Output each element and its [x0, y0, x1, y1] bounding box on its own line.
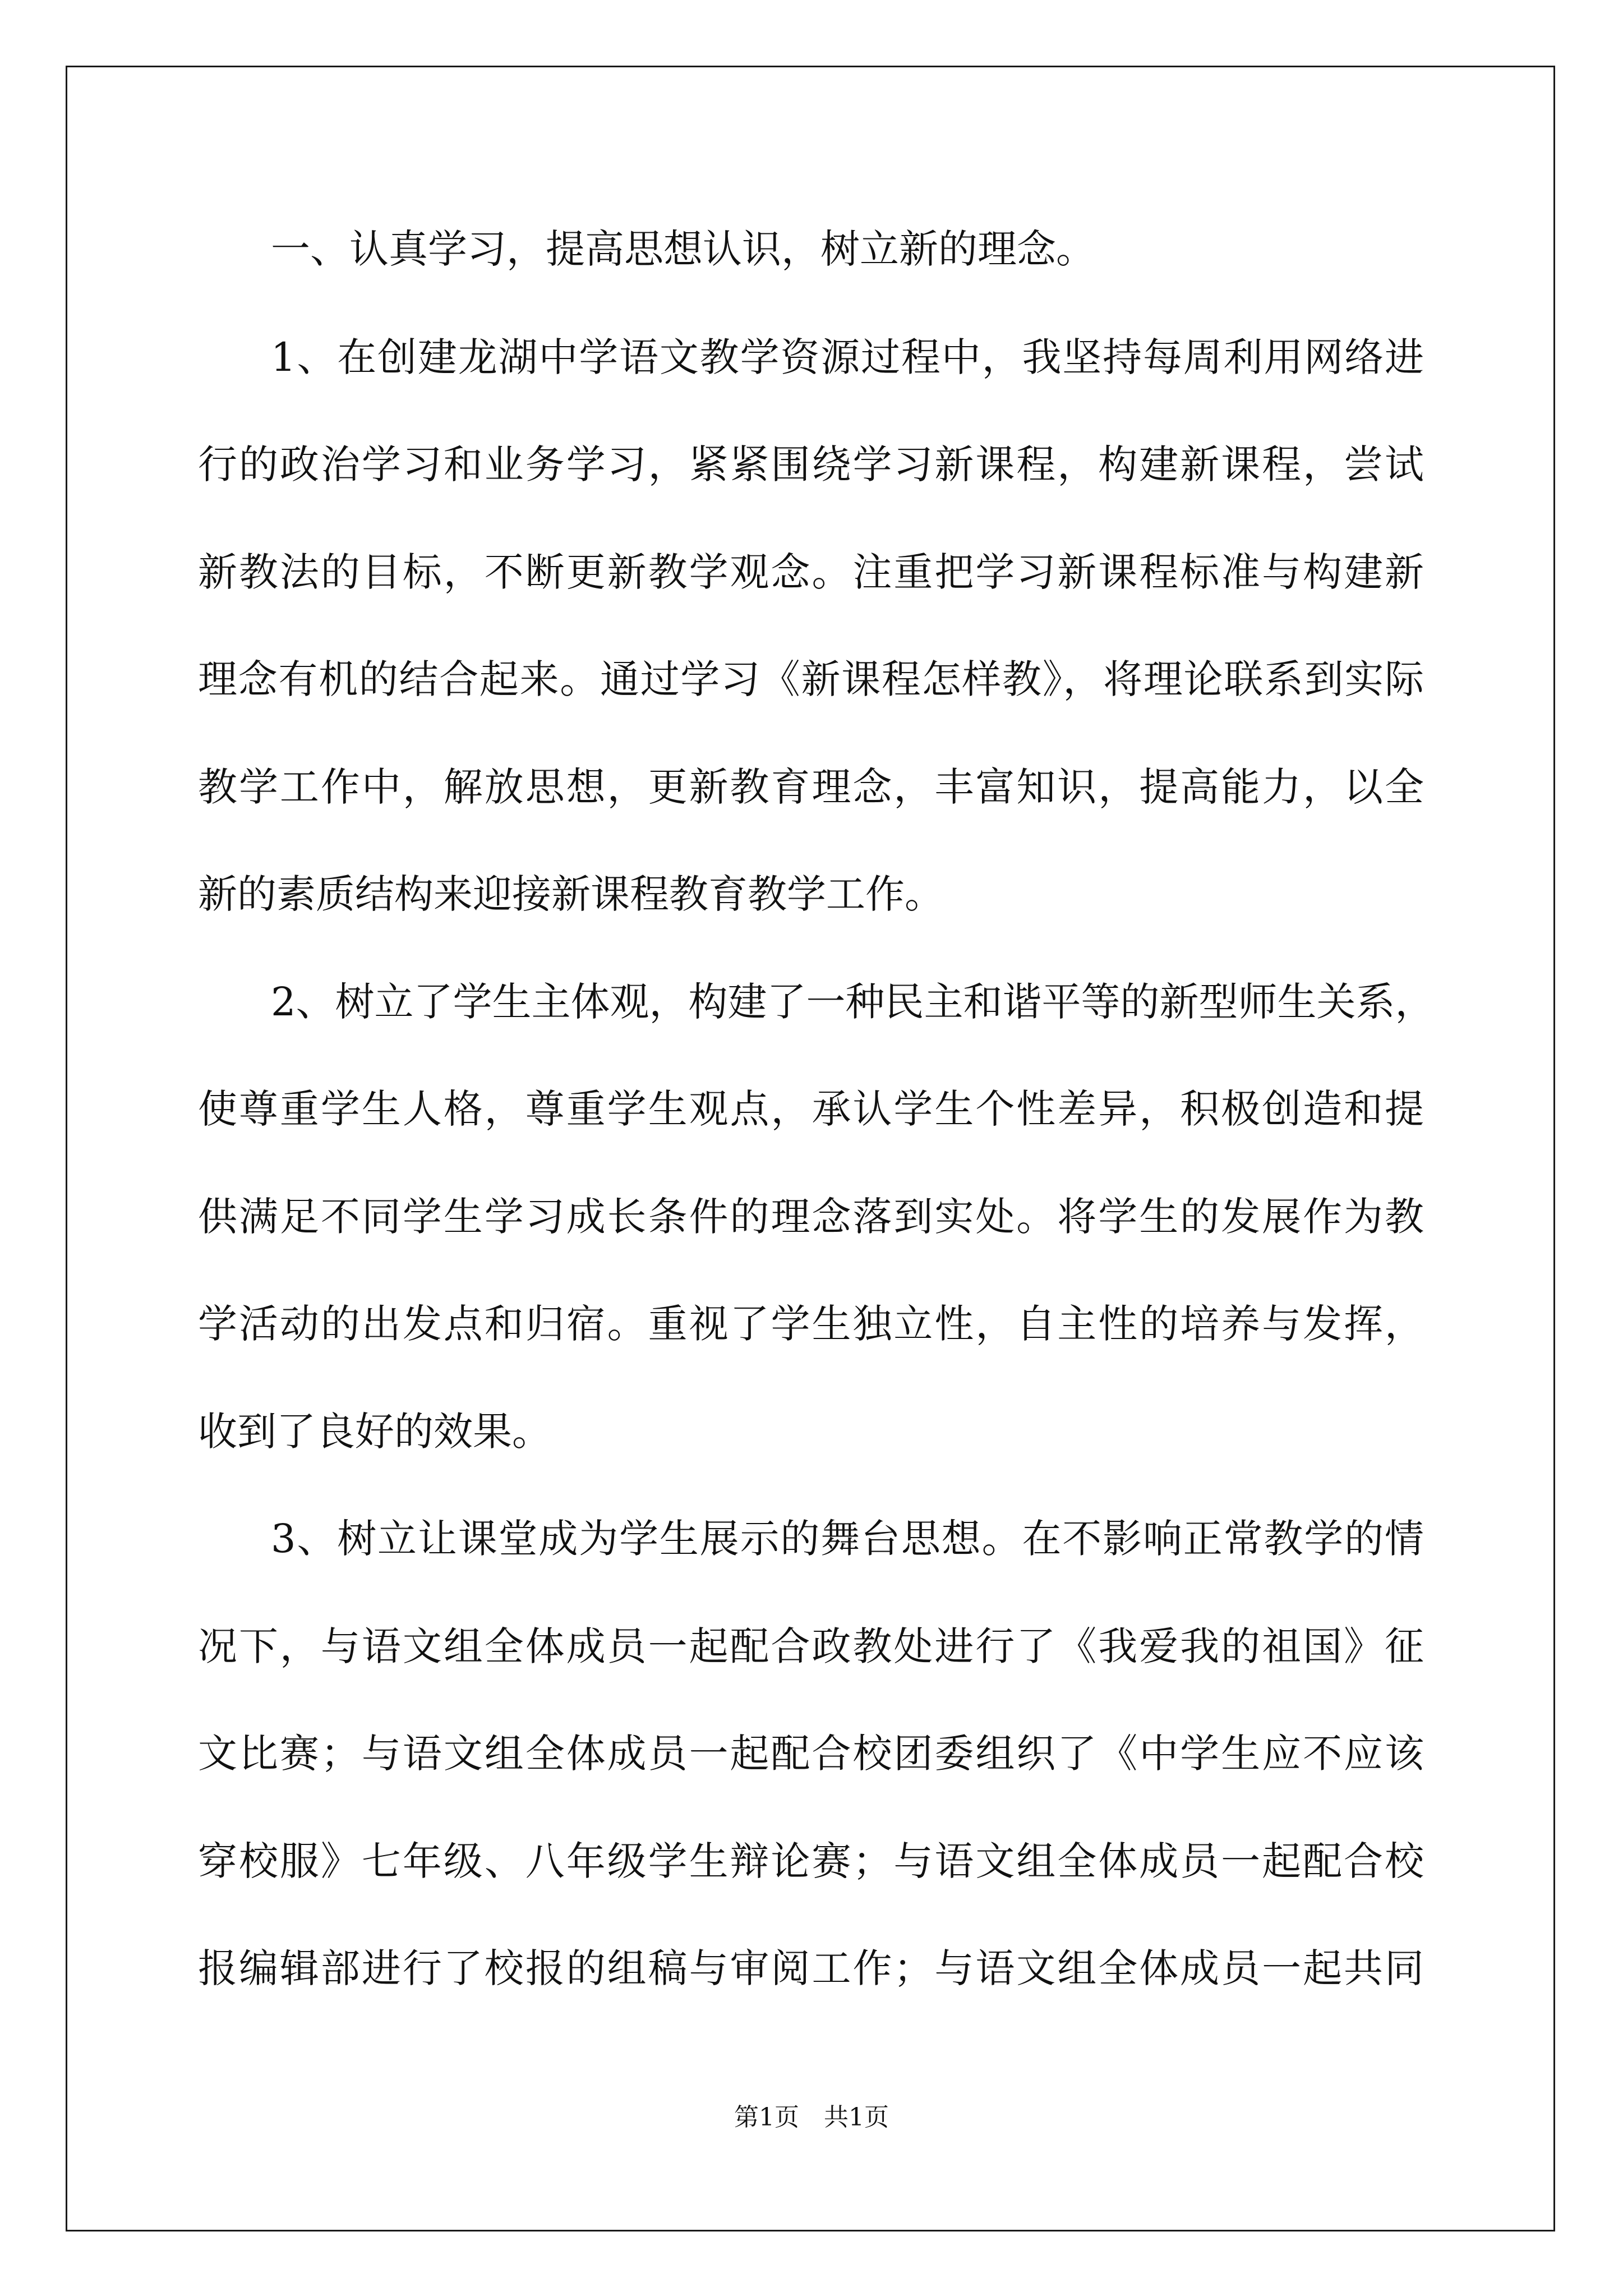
paragraph-2-line: 使尊重学生人格，尊重学生观点，承认学生个性差异，积极创造和提 [198, 1086, 1424, 1132]
paragraph-1-line: 教学工作中，解放思想，更新教育理念，丰富知识，提高能力，以全 [198, 764, 1424, 810]
paragraph-3-line: 况下，与语文组全体成员一起配合政教处进行了《我爱我的祖国》征 [198, 1623, 1424, 1669]
paragraph-1-line: 1、在创建龙湖中学语文教学资源过程中，我坚持每周利用网络进 [271, 334, 1424, 380]
paragraph-3-line: 文比赛；与语文组全体成员一起配合校团委组织了《中学生应不应该 [198, 1731, 1424, 1777]
paragraph-2-line: 2、树立了学生主体观，构建了一种民主和谐平等的新型师生关系， [271, 979, 1435, 1025]
paragraph-3-line: 报编辑部进行了校报的组稿与审阅工作；与语文组全体成员一起共同 [198, 1945, 1424, 1991]
paragraph-3-line: 穿校服》七年级、八年级学生辩论赛；与语文组全体成员一起配合校 [198, 1838, 1424, 1884]
paragraph-3-line: 3、树立让课堂成为学生展示的舞台思想。在不影响正常教学的情 [271, 1516, 1424, 1562]
paragraph-1-line: 行的政治学习和业务学习，紧紧围绕学习新课程，构建新课程，尝试 [198, 441, 1424, 487]
paragraph-2-line: 学活动的出发点和归宿。重视了学生独立性，自主性的培养与发挥， [198, 1301, 1424, 1347]
section-heading: 一、认真学习，提高思想认识，树立新的理念。 [271, 226, 1095, 272]
paragraph-2-line: 收到了良好的效果。 [198, 1409, 551, 1455]
paragraph-2-line: 供满足不同学生学习成长条件的理念落到实处。将学生的发展作为教 [198, 1194, 1424, 1240]
page-border [66, 66, 1555, 2231]
paragraph-1-line: 理念有机的结合起来。通过学习《新课程怎样教》，将理论联系到实际 [198, 656, 1424, 702]
page-number-footer: 第1页 共1页 [734, 2103, 889, 2132]
paragraph-1-line: 新的素质结构来迎接新课程教育教学工作。 [198, 871, 944, 917]
paragraph-1-line: 新教法的目标，不断更新教学观念。注重把学习新课程标准与构建新 [198, 549, 1424, 595]
